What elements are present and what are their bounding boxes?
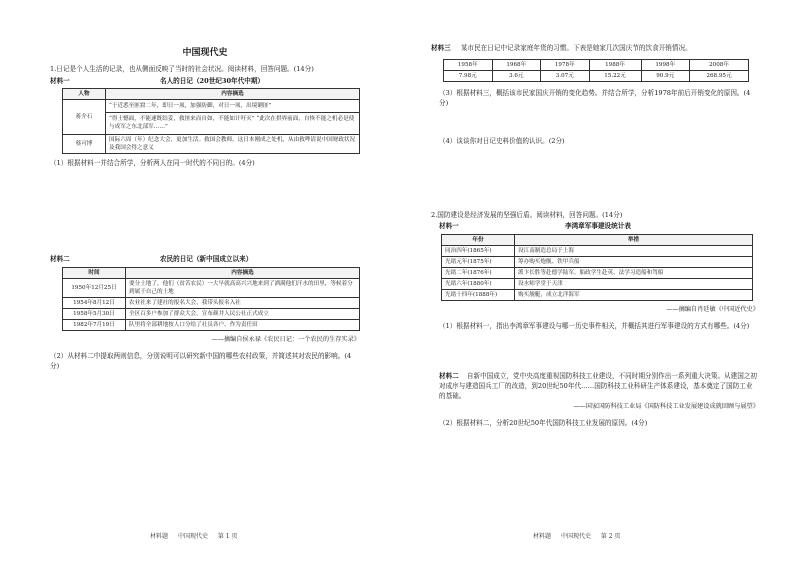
year-cell: 1998年 [641, 60, 690, 71]
measure-cell: 派卞长胜等赴德学陆军，船政学生赴英、法学习造船和驾船 [515, 268, 753, 279]
farmer-diary-table [62, 267, 360, 331]
sub-question-3: （3）根据材料三，概括该市民家国庆开销的变化趋势。并结合所学，分析1978年前后开销变化的原因。(4分) [439, 89, 751, 107]
value-cell: 15.22元 [589, 71, 641, 82]
table-row [63, 100, 360, 113]
q2-material-1-source: ——摘编自肖廷敏《中国近代史》 [666, 306, 759, 313]
diary-excerpt: 队里将全部耕地按人口分给了社员各户，作为责任田 [126, 320, 360, 331]
celebrity-diary-table [62, 88, 360, 154]
material-2-label: 材料二 [50, 255, 70, 263]
table-header-cell: 举措 [515, 235, 753, 246]
answer-space [50, 168, 360, 254]
table-header-cell: 年份 [442, 235, 515, 246]
value-cell: 3.6元 [492, 71, 541, 82]
material-3-text: 某市民在日记中记录家庭年货的习惯。下表是她家几次国庆节的饮食开销情况。 [460, 44, 692, 52]
sub-question-2: （2）从材料二中提取两则信息，分别说明可以研究新中国的哪些农村政策，并简述其对农民的影响。(4分) [50, 352, 352, 371]
q2-material-1-caption: 李鸿章军事建设统计表 [565, 222, 631, 230]
diary-date: 1950年12月25日 [63, 279, 126, 298]
measure-cell: 设水师学堂于天津 [515, 279, 753, 290]
q2-sub-question-1: （1）根据材料一，指出李鸿章军事建设与哪一历史事件相关，并概括其进行军事建设的方式有哪些。(4分) [439, 322, 750, 331]
year-cell: 光绪六年(1880年) [442, 279, 515, 290]
table-row [444, 60, 749, 71]
footer-subject: 材料题 [150, 533, 169, 540]
footer-course: 中国现代史 [177, 533, 208, 540]
q2-material-2-source: ——国家国防科技工业局《国防科技工业发展建设成就回顾与展望》 [573, 403, 759, 411]
year-cell: 1958年 [444, 60, 493, 71]
table-row [63, 309, 360, 320]
year-cell: 光绪十四年(1888年) [442, 290, 515, 301]
q2-material-2 [431, 371, 759, 401]
diary-date: 1954年8月12日 [63, 298, 126, 309]
diary-excerpt: 农业社来了建社的报名大会，我带头报名入社 [126, 298, 360, 309]
page-2-footer [533, 531, 629, 540]
sub-question-1: （1）根据材料一并结合所学，分析两人在同一时代的不同日的。(4分) [50, 159, 255, 167]
table-header-cell: 时间 [63, 268, 126, 279]
material-2-header [50, 254, 360, 264]
diary-excerpt: “于近悉至匪窟二年，即日一项，加强防御，对日一项，出境剿匪” [106, 100, 360, 113]
page-title: 中国现代史 [182, 48, 228, 58]
material-3-intro [431, 43, 759, 53]
diary-date: 1958年5月30日 [63, 309, 126, 320]
year-cell: 光绪元年(1875年) [442, 257, 515, 268]
material-1-label: 材料一 [50, 77, 70, 85]
answer-space [431, 331, 759, 371]
page-2-column [431, 43, 759, 428]
year-cell: 同治四年(1865年) [442, 246, 515, 257]
table-header-cell: 内容摘选 [106, 89, 360, 100]
q2-material-1-label: 材料一 [439, 222, 459, 230]
q2-material-2-label: 材料二 [439, 372, 459, 381]
table-row [444, 71, 749, 82]
measure-cell: 购买舰艇，成立北洋海军 [515, 290, 753, 301]
material-2-source: ——摘编自侯永禄《农民日记：一个农民的生存实录》 [211, 336, 360, 343]
table-row [442, 268, 753, 279]
measure-cell: 筹办购买炮舰、铁甲兵船 [515, 257, 753, 268]
value-cell: 3.07元 [541, 71, 590, 82]
year-cell: 1988年 [589, 60, 641, 71]
diary-excerpt: 全区百多户参加了群众大会，宣布颜井人民公社正式成立 [126, 309, 360, 320]
page-1-footer [150, 531, 246, 540]
table-row [63, 298, 360, 309]
measure-cell: 设江南制造总局于上海 [515, 246, 753, 257]
year-cell: 1968年 [492, 60, 541, 71]
q2-material-2-text: 自新中国成立，党中央高度重视国防科技工业建设，不同时期分别作出一系列重大决策。从建国之初对成序与建造国兵工厂的改造，到20世纪50年代……国防科技工业科研生产体系建设，基本奠定了国防工业的基础。 [439, 372, 758, 401]
year-cell: 光绪二年(1876年) [442, 268, 515, 279]
value-cell: 90.9元 [641, 71, 690, 82]
year-cell: 1978年 [541, 60, 590, 71]
diary-excerpt: 国际六周（年）纪念大会，更加生活。救国会教师，这日本刚成之处机，从由救哗请说中国财政状况及我国会得之意义 [106, 135, 360, 154]
diary-date: 1982年7月19日 [63, 320, 126, 331]
person-name: 蔡可博 [63, 135, 106, 154]
value-cell: 268.95元 [690, 71, 749, 82]
table-row [442, 279, 753, 290]
page-2 [397, 0, 794, 565]
footer-course: 中国现代史 [560, 533, 591, 540]
value-cell: 7.98元 [444, 71, 493, 82]
table-header-cell: 内容摘选 [126, 268, 360, 279]
sub-question-4: （4）谈谈你对日记史料价值的认识。(2分) [439, 137, 565, 145]
table-row [442, 257, 753, 268]
table-row [63, 112, 360, 134]
question-1-stem: 1.日记是个人生活的记录，也从侧面反映了当时的社会状况。阅读材料，回答问题。(14分) [50, 65, 314, 73]
material-3-label: 材料三 [431, 44, 451, 52]
table-row [63, 135, 360, 154]
table-row [63, 320, 360, 331]
table-header-row [442, 235, 753, 246]
answer-space [431, 146, 759, 210]
table-row [63, 279, 360, 298]
li-hongzhang-military-table [441, 234, 753, 301]
material-1-header [50, 76, 360, 86]
material-2-caption: 农民的日记（新中国成立以来） [160, 255, 253, 263]
table-row [442, 290, 753, 301]
answer-space [431, 108, 759, 136]
national-day-expense-table [443, 59, 749, 82]
footer-subject: 材料题 [533, 533, 552, 540]
diary-excerpt: 要分土地了，他们（贫苦农民）一大早就高高兴兴地来到了洒满他们汗水的田里，等候着分到属于自己的土地 [126, 279, 360, 298]
q2-sub-question-2: （2）根据材料二，分析20世纪50年代国防科技工业发展的原因。(4分) [439, 419, 648, 428]
footer-page-number: 第 1 页 [217, 533, 238, 540]
table-header-cell: 人物 [63, 89, 106, 100]
table-header-row [63, 268, 360, 279]
question-2-stem: 2.国防建设是经济发展的坚强后盾。阅读材料，回答问题。(14分) [431, 211, 623, 219]
diary-excerpt: “得士憾面，不能速既结妥，救匪来而自如，不能如计吁灭” “此次在拱界前面，自恢不能之机必是使与成军之东北部军……” [106, 112, 360, 134]
table-row [442, 246, 753, 257]
page-1-column [50, 48, 360, 371]
footer-page-number: 第 2 页 [600, 533, 621, 540]
material-1-caption: 名人的日记（20世纪30年代中期） [160, 77, 265, 85]
q2-material-1-header [431, 221, 759, 231]
person-name: 蒋介石 [63, 100, 106, 135]
table-header-row [63, 89, 360, 100]
year-cell: 2008年 [690, 60, 749, 71]
